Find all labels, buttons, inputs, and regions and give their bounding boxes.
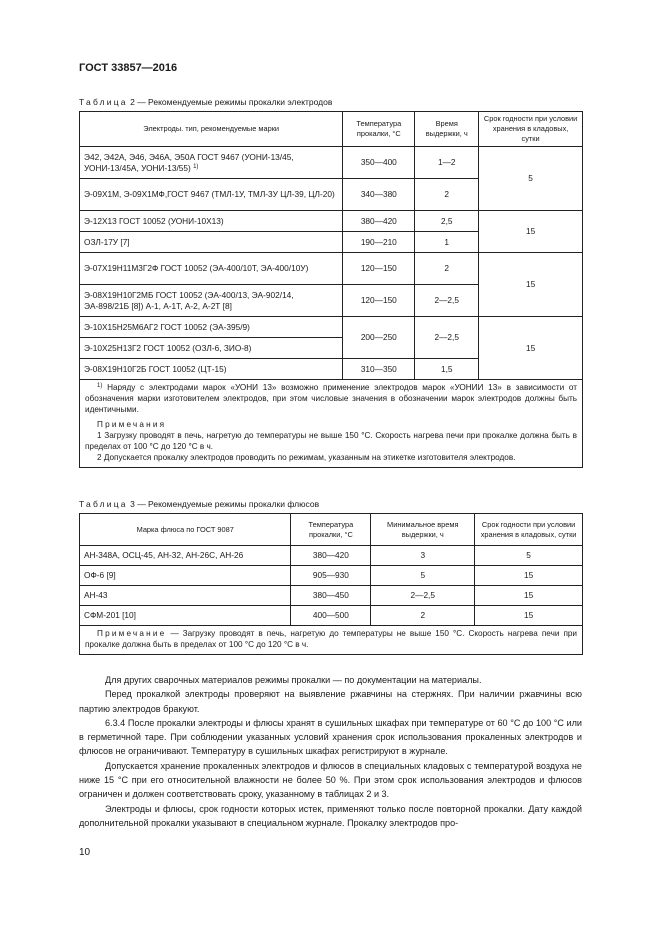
table2-cell-name: Э-10Х25Н13Г2 ГОСТ 10052 (ОЗЛ-6, ЗИО-8) <box>80 338 343 359</box>
table-row <box>80 317 583 338</box>
table3-cell-name: СФМ-201 [10] <box>80 606 291 626</box>
paragraph: Допускается хранение прокаленных электродов и флюсов в специальных кладовых с температурой воздуха не ниже 15 °С при его относительной влажности не более 50 %. При этом срок использования электродов и флюсов ограничен и должен соответствовать сроку, указанному в таблицах 2 и 3. <box>79 760 582 800</box>
table-row <box>80 606 583 626</box>
table2-caption-text: 2 — Рекомендуемые режимы прокалки электродов <box>130 97 333 107</box>
page-number: 10 <box>79 847 91 858</box>
table3-notes-row <box>80 626 583 655</box>
table3-notes <box>80 626 583 655</box>
table3-header-row <box>80 514 583 546</box>
table3-header-time: Минимальное время выдержки, ч <box>371 514 475 546</box>
table3-header-shelf-life: Срок годности при условии хранения в кладовых, сутки <box>475 514 583 546</box>
table3-caption-text: 3 — Рекомендуемые режимы прокалки флюсов <box>130 499 320 509</box>
table2-cell-name: Э-07Х19Н11М3Г2Ф ГОСТ 10052 (ЭА-400/10Т, ЭА-400/10У) <box>80 253 343 285</box>
table3-note: Примечание — Загрузку проводят в печь, нагретую до температуры не выше 150 °С. Скорость нагрева печи при прокалке должна быть в пределах от 100 °С до 120 °С в ч. <box>85 629 578 649</box>
table2-cell-time: 1—2 <box>415 147 479 179</box>
table-row <box>80 253 583 285</box>
table3-cell-shelf: 15 <box>475 566 583 586</box>
table2-header-row <box>80 112 583 147</box>
table3-cell-time: 5 <box>371 566 475 586</box>
table2-cell-time: 1 <box>415 232 479 253</box>
table2-cell-name: ОЗЛ-17У [7] <box>80 232 343 253</box>
table2-cell-name: Э-09Х1М, Э-09Х1МФ,ГОСТ 9467 (ТМЛ-1У, ТМЛ-3У ЦЛ-39, ЦЛ-20) <box>80 179 343 211</box>
table2-cell-temp: 350—400 <box>343 147 415 179</box>
paragraph: 6.3.4 После прокалки электроды и флюсы хранят в сушильных шкафах при температуре от 60 °С до 100 °С или в герметичной таре. При соблюдении указанных условий хранения срок использования прокаленных электродов и флюсов не ограничивают. Температуру в сушильных шкафах регистрируют в журнале. <box>79 717 582 757</box>
table3-caption <box>79 499 319 509</box>
table2-cell-time: 2,5 <box>415 211 479 232</box>
table2-cell-time: 2—2,5 <box>415 317 479 359</box>
table3-header-flux: Марка флюса по ГОСТ 9087 <box>80 514 291 546</box>
table2-cell-name: Э42, Э42А, Э46, Э46А, Э50А ГОСТ 9467 (УОНИ-13/45, УОНИ-13/45А, УОНИ-13/55) $^{1)}$ <box>80 147 343 179</box>
table2-cell-temp: 310—350 <box>343 359 415 380</box>
table2-cell-shelf: 15 <box>479 253 583 317</box>
table2-cell-temp: 120—150 <box>343 253 415 285</box>
table2-cell-time: 2 <box>415 253 479 285</box>
table2-cell-name: Э-08Х19Н10Г2Б ГОСТ 10052 (ЦТ-15) <box>80 359 343 380</box>
table3 <box>79 513 583 655</box>
table2-cell-name: Э-08Х19Н10Г2МБ ГОСТ 10052 (ЭА-400/13, ЭА-902/14, ЭА-898/21Б [8]) А-1, А-1Т, А-2, А-2Т [8] <box>80 285 343 317</box>
table3-cell-name: АН-348А, ОСЦ-45, АН-32, АН-26С, АН-26 <box>80 546 291 566</box>
table2-cell-time: 1,5 <box>415 359 479 380</box>
footnote-ref: 1) <box>193 163 199 170</box>
table2-cell-temp: 340—380 <box>343 179 415 211</box>
table2-cell-shelf: 5 <box>479 147 583 211</box>
paragraph: Для других сварочных материалов режимы прокалки — по документации на материалы. <box>105 675 482 685</box>
table3-cell-temp: 380—420 <box>291 546 371 566</box>
document-header: ГОСТ 33857—2016 <box>79 62 178 74</box>
table3-cell-time: 2 <box>371 606 475 626</box>
table2-cell-temp: 380—420 <box>343 211 415 232</box>
table3-cell-name: ОФ-6 [9] <box>80 566 291 586</box>
table2-caption <box>79 97 332 107</box>
table3-cell-shelf: 15 <box>475 586 583 606</box>
table2-cell-shelf: 15 <box>479 317 583 380</box>
table2-notes-title: Примечания <box>97 420 167 430</box>
table2 <box>79 111 583 468</box>
table-row <box>80 147 583 179</box>
paragraph: Перед прокалкой электроды проверяют на выявление ржавчины на стержнях. При наличии ржавчины всю партию электродов бракуют. <box>79 689 582 714</box>
table2-cell-temp: 200—250 <box>343 317 415 359</box>
table2-caption-label: Таблица <box>79 97 128 107</box>
table-row <box>80 546 583 566</box>
table2-cell-name: Э-12Х13 ГОСТ 10052 (УОНИ-10Х13) <box>80 211 343 232</box>
table3-cell-shelf: 5 <box>475 546 583 566</box>
table2-header-time: Время выдержки, ч <box>415 112 479 147</box>
paragraph: Электроды и флюсы, срок годности которых истек, применяют только после повторной прокалки. Дату каждой дополнительной прокалки указывают в специальном журнале. Прокалку электродов про- <box>79 803 582 828</box>
table3-cell-shelf: 15 <box>475 606 583 626</box>
table-row <box>80 566 583 586</box>
table3-cell-temp: 380—450 <box>291 586 371 606</box>
table3-cell-temp: 400—500 <box>291 606 371 626</box>
table2-cell-temp: 120—150 <box>343 285 415 317</box>
table-row <box>80 211 583 232</box>
table3-cell-name: АН-43 <box>80 586 291 606</box>
table3-note-label: Примечание <box>97 629 167 638</box>
table2-notes <box>80 380 583 468</box>
table2-header-electrodes: Электроды. тип, рекомендуемые марки <box>80 112 343 147</box>
table3-cell-temp: 905—930 <box>291 566 371 586</box>
table2-notes-row <box>80 380 583 468</box>
table2-header-shelf-life: Срок годности при условии хранения в кладовых, сутки <box>479 112 583 147</box>
table3-cell-time: 3 <box>371 546 475 566</box>
table2-cell-time: 2—2,5 <box>415 285 479 317</box>
footnote-mark: 1) <box>97 383 103 389</box>
table2-header-temperature: Температура прокалки, °С <box>343 112 415 147</box>
table2-cell-name: Э-10Х15Н25М6АГ2 ГОСТ 10052 (ЭА-395/9) <box>80 317 343 338</box>
table2-cell-shelf: 15 <box>479 211 583 253</box>
table3-header-temperature: Температура прокалки, °С <box>291 514 371 546</box>
table3-cell-time: 2—2,5 <box>371 586 475 606</box>
table2-cell-temp: 190—210 <box>343 232 415 253</box>
body-text <box>79 673 582 830</box>
table2-footnote: $^{1)}$ Наряду с электродами марок «УОНИ 13» возможно применение электродов марок «УОНИИ 13» в зависимости от обозначения марки изготовителем электродов, при этом числовые значения в обозначении марок электродов должны быть идентичными. <box>85 383 577 414</box>
table2-note-1: 1 Загрузку проводят в печь, нагретую до температуры не выше 150 °С. Скорость нагрева печи при прокалке должна быть в пределах от 100 °С до 120 °С в ч. <box>85 431 577 452</box>
table2-cell-time: 2 <box>415 179 479 211</box>
table-row <box>80 586 583 606</box>
table2-note-2: 2 Допускается прокалку электродов проводить по режимам, указанным на этикетке изготовителя электродов. <box>97 452 516 462</box>
table3-caption-label: Таблица <box>79 499 128 509</box>
